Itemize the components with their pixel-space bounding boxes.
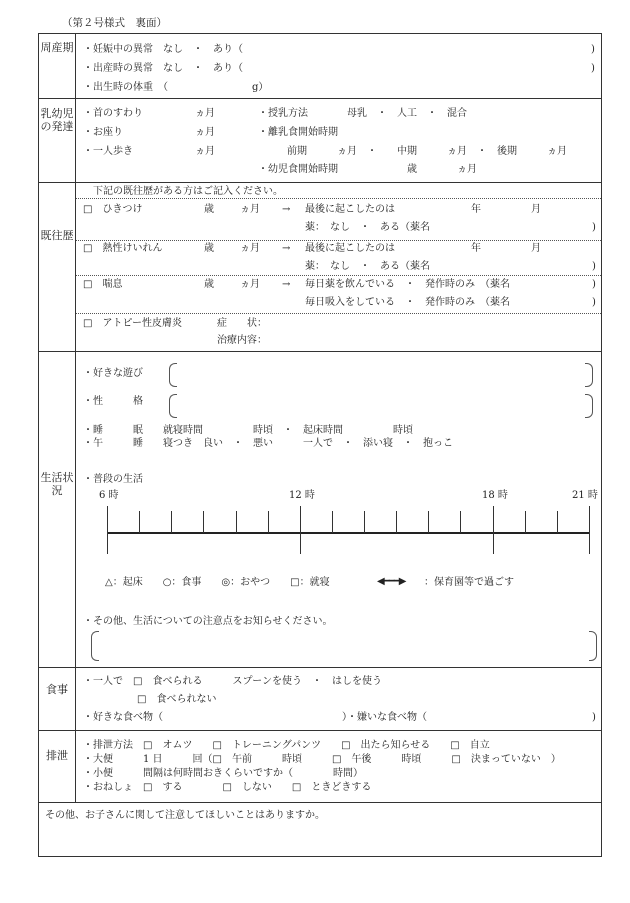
divider-life <box>39 667 601 668</box>
pregnancy-anomaly-text: ・妊娠中の異常 なし ・ あり（ <box>83 44 243 55</box>
time-18: 18 時 <box>482 490 508 501</box>
history-divider-4 <box>76 313 601 314</box>
feeding-options: 母乳 ・ 人工 ・ 混合 <box>347 108 467 119</box>
nap-line: ・午 睡 寝つき 良い ・ 悪い 一人で ・ 添い寝 ・ 抱っこ <box>83 438 453 449</box>
timeline-tick <box>268 511 269 533</box>
label-excretion: 排泄 <box>46 749 68 762</box>
timeline-tick <box>460 511 461 533</box>
history-seizure-mon: 月 <box>531 204 541 215</box>
history-febrile-arrow: → <box>282 243 291 254</box>
history-febrile-last: 最後に起こしたのは <box>305 243 395 254</box>
history-asthma-line1: 毎日薬を飲んでいる ・ 発作時のみ （薬名 <box>305 279 510 290</box>
favorite-play-label: ・好きな遊び <box>83 368 143 379</box>
meals-likes: ・好きな食べ物（ <box>83 712 163 723</box>
daily-life-label: ・普段の生活 <box>83 474 143 485</box>
meals-alone: ・一人で □ 食べられる スプーンを使う ・ はしを使う <box>83 676 382 687</box>
birth-anomaly-close: ) <box>591 63 595 74</box>
timeline-tick <box>364 511 365 533</box>
walking-month-unit: ヵ月 <box>195 146 215 157</box>
time-6: 6 時 <box>99 490 119 501</box>
history-divider-2 <box>76 240 601 241</box>
history-asthma-line2: 毎日吸入をしている ・ 発作時のみ （薬名 <box>305 297 510 308</box>
timeline-major-tick <box>107 506 108 554</box>
neck-month-unit: ヵ月 <box>195 108 215 119</box>
history-seizure-age: 歳 <box>204 204 214 215</box>
timeline-tick <box>139 511 140 533</box>
history-febrile-age: 歳 <box>204 243 214 254</box>
timeline-tick <box>525 511 526 533</box>
divider-excretion <box>39 802 601 803</box>
history-asthma-age: 歳 <box>204 279 214 290</box>
history-atopy-name: □ アトピー性皮膚炎 <box>83 318 183 329</box>
sitting-month-unit: ヵ月 <box>195 127 215 138</box>
personality-label: ・性 格 <box>83 396 143 407</box>
life-legend: △：起床 ○：食事 ◎：おやつ □：就寝 <box>105 577 330 588</box>
history-atopy-treatment: 治療内容： <box>217 335 267 346</box>
sleep-line: ・睡 眠 就寝時間 時頃 ・ 起床時間 時頃 <box>83 425 413 436</box>
history-febrile-mon: 月 <box>531 243 541 254</box>
neck-control: ・首のすわり <box>83 108 143 119</box>
excretion-stool: ・大便 1 日 回（□ 午前 時頃 □ 午後 時頃 □ 決まっていない ） <box>83 754 561 765</box>
weaning-start: ・離乳食開始時期 <box>258 127 338 138</box>
favorite-play-bracket-right <box>585 363 593 387</box>
history-asthma-arrow: → <box>282 279 291 290</box>
label-development: 乳幼児の発達 <box>40 107 74 133</box>
history-seizure-arrow: → <box>282 204 291 215</box>
toddler-food-start: ・幼児食開始時期 <box>258 164 338 175</box>
history-febrile-close: ) <box>592 261 596 272</box>
history-seizure-name: □ ひきつけ <box>83 204 143 215</box>
timeline-tick <box>396 511 397 533</box>
timeline-tick <box>332 511 333 533</box>
time-21: 21 時 <box>572 490 598 501</box>
history-divider-3 <box>76 275 601 276</box>
birth-weight-unit: g） <box>252 82 269 93</box>
time-12: 12 時 <box>289 490 315 501</box>
history-asthma-close1: ) <box>592 279 596 290</box>
timeline-major-tick <box>589 506 590 554</box>
toddler-month-unit: ヵ月 <box>457 164 477 175</box>
timeline-tick <box>236 511 237 533</box>
sitting: ・お座り <box>83 127 123 138</box>
timeline-axis <box>107 532 589 534</box>
personality-bracket-left <box>169 394 177 418</box>
label-pregnancy: 周産期 <box>40 41 74 54</box>
birth-weight-text: ・出生時の体重 （ <box>83 82 168 93</box>
divider-meals <box>39 730 601 731</box>
history-seizure-close: ) <box>592 222 596 233</box>
divider-pregnancy <box>39 98 601 99</box>
history-intro: 下記の既往歴がある方はご記入ください。 <box>93 186 283 197</box>
other-notes-bracket-right <box>589 631 597 661</box>
daycare-arrow-icon: ◀━━━▶ <box>377 576 406 587</box>
label-history: 既往歴 <box>40 229 74 242</box>
other-notes-bracket-left <box>91 631 99 661</box>
history-seizure-year: 年 <box>471 204 481 215</box>
timeline-major-tick <box>300 506 301 554</box>
timeline-tick <box>557 511 558 533</box>
final-question: その他、お子さんに関して注意してほしいことはありますか。 <box>45 810 325 821</box>
feeding-method: ・授乳方法 <box>258 108 308 119</box>
history-seizure-med: 薬： なし ・ ある（薬名 <box>305 222 430 233</box>
personality-bracket-right <box>585 394 593 418</box>
toddler-age-unit: 歳 <box>407 164 417 175</box>
history-febrile-med: 薬： なし ・ ある（薬名 <box>305 261 430 272</box>
timeline-major-tick <box>493 506 494 554</box>
label-column-divider <box>75 34 76 802</box>
label-life: 生活状況 <box>40 471 74 497</box>
history-seizure-month: ヵ月 <box>240 204 260 215</box>
history-febrile-name: □ 熱性けいれん <box>83 243 163 254</box>
divider-development <box>39 182 601 183</box>
meals-dislikes: ）・嫌いな食べ物（ <box>342 712 427 723</box>
form-title: （第２号様式 裏面） <box>62 17 167 29</box>
timeline-tick <box>171 511 172 533</box>
timeline-tick <box>203 511 204 533</box>
birth-anomaly-text: ・出産時の異常 なし ・ あり（ <box>83 63 243 74</box>
excretion-urine: ・小便 間隔は何時間おきくらいですか（ 時間） <box>83 768 363 779</box>
daycare-legend: ：保育園等で過ごす <box>424 577 514 588</box>
label-meals: 食事 <box>46 683 68 696</box>
history-atopy-symptom: 症 状： <box>217 318 267 329</box>
form-table <box>38 33 602 857</box>
pregnancy-anomaly-close: ) <box>591 44 595 55</box>
meals-cannot: □ 食べられない <box>137 694 217 705</box>
history-febrile-year: 年 <box>471 243 481 254</box>
divider-history <box>39 351 601 352</box>
excretion-bedwetting: ・おねしょ □ する □ しない □ ときどきする <box>83 782 372 793</box>
history-febrile-month: ヵ月 <box>240 243 260 254</box>
history-seizure-last: 最後に起こしたのは <box>305 204 395 215</box>
walking: ・一人歩き <box>83 146 133 157</box>
history-divider-1 <box>76 198 601 199</box>
favorite-play-bracket-left <box>169 363 177 387</box>
history-asthma-close2: ) <box>592 297 596 308</box>
timeline-tick <box>428 511 429 533</box>
history-asthma-month: ヵ月 <box>240 279 260 290</box>
other-notes-label: ・その他、生活についての注意点をお知らせください。 <box>83 616 333 627</box>
excretion-method: ・排泄方法 □ オムツ □ トレーニングパンツ □ 出たら知らせる □ 自立 <box>83 740 490 751</box>
history-asthma-name: □ 喘息 <box>83 279 123 290</box>
meals-close: ) <box>592 712 596 723</box>
weaning-stages: 前期 ヵ月 ・ 中期 ヵ月 ・ 後期 ヵ月 <box>287 146 567 157</box>
